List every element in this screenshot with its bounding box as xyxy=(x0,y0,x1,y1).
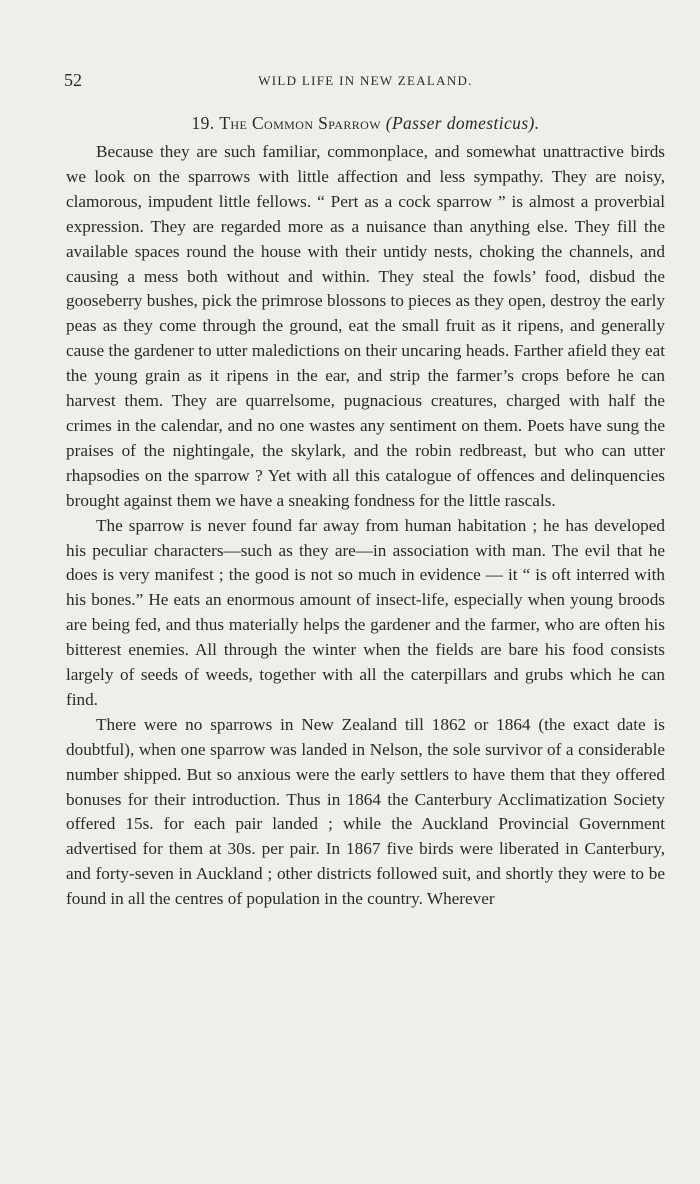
paragraph: The sparrow is never found far away from human habitation ; he has developed his peculiar characters—such as they are—in association with man. The evil that he does is very manifest ; the good is not so much in evidence — it “ is oft interred with his bones.” He eats an enormous amount of insect-life, especially when young broods are being fed, and thus materially helps the gardener and the farmer, who are often his bitterest enemies. All through the winter when the fields are bare his food consists largely of seeds of weeds, together with all the caterpillars and grubs which he can find. xyxy=(66,515,665,709)
section-title-name: The Common Sparrow xyxy=(219,113,381,133)
paragraph: There were no sparrows in New Zealand till 1862 or 1864 (the exact date is doubtful), when one sparrow was landed in Nelson, the sole survivor of a considerable number shipped. But so anxious were the early settlers to have them that they offered bonuses for their introduction. Thus in 1864 the Canterbury Acclimatization Society offered 15s. for each pair landed ; while the Auckland Provincial Government advertised for them at 30s. per pair. In 1867 five birds were liberated in Canterbury, and forty-seven in Auckland ; other districts followed suit, and shortly they were to be found in all the centres of population in the country. Wherever xyxy=(66,714,665,909)
running-head: WILD LIFE IN NEW ZEALAND. xyxy=(258,73,473,88)
page-number: 52 xyxy=(64,70,82,90)
paragraph: Because they are such familiar, commonplace, and somewhat unattractive birds we look on the sparrows with little affection and less sympathy. They are noisy, clamorous, impudent little fellows. “ Pert as a cock sparrow ” is almost a proverbial expression. They are regarded more as a nuisance than anything else. They fill the available spaces round the house with their untidy nests, choking the channels, and causing a mess both without and within. They steal the fowls’ food, disbud the gooseberry bushes, pick the primrose blossons to pieces as they open, destroy the early peas as they come through the ground, eat the small fruit as it ripens, and generally cause the gardener to utter maledictions on their uncaring heads. Farther afield they eat the young grain as it ripens in the ear, and strip the farmer’s crops before he can harvest them. They are quarrelsome, pugnacious creatures, charged with half the crimes in the calendar, and no one wastes any sentiment on them. Poets have sung the praises of the nightingale, the skylark, and the robin redbreast, but who can utter rhapsodies on the sparrow ? Yet with all this catalogue of offences and delinquencies brought against them we have a sneaking fondness for the little rascals. xyxy=(66,142,665,510)
section-number: 19. xyxy=(191,113,215,133)
section-title xyxy=(66,113,665,134)
body-text xyxy=(66,140,665,912)
page-header xyxy=(64,70,667,92)
section-title-latin: (Passer domesticus). xyxy=(385,113,540,133)
